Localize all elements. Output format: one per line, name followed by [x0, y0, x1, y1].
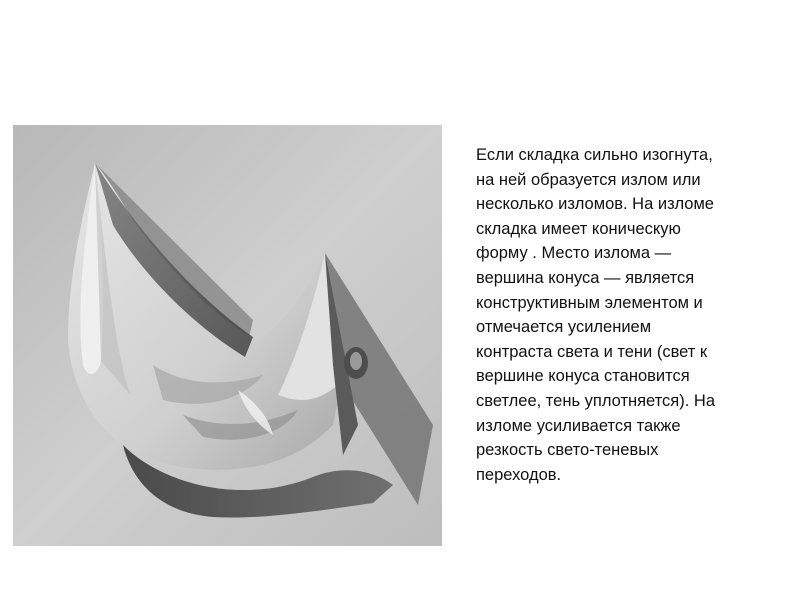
text-line: отмечается усилением [476, 318, 652, 337]
text-line: Если складка сильно изогнута, [476, 146, 713, 164]
text-line: контраста света и тени (свет к [476, 342, 708, 361]
text-line: вершина конуса — является [476, 268, 695, 287]
text-line: изломе усиливается также [476, 416, 681, 435]
drapery-drawing-svg [13, 125, 442, 546]
text-line: резкость свето-теневых [476, 441, 659, 460]
text-line: несколько изломов. На изломе [476, 195, 714, 214]
text-line: складка имеет коническую [476, 219, 681, 238]
cloth-loop-highlight [350, 352, 362, 370]
text-line: на ней образуется излом или [476, 170, 701, 189]
text-line: светлее, тень уплотняется). На [476, 391, 716, 410]
description-text [476, 143, 776, 487]
text-line: конструктивным элементом и [476, 293, 703, 312]
text-line: переходов. [476, 465, 562, 484]
drapery-drawing-image [13, 125, 442, 546]
text-line: вершине конуса становится [476, 367, 690, 386]
text-line: форму . Место излома — [476, 244, 672, 263]
